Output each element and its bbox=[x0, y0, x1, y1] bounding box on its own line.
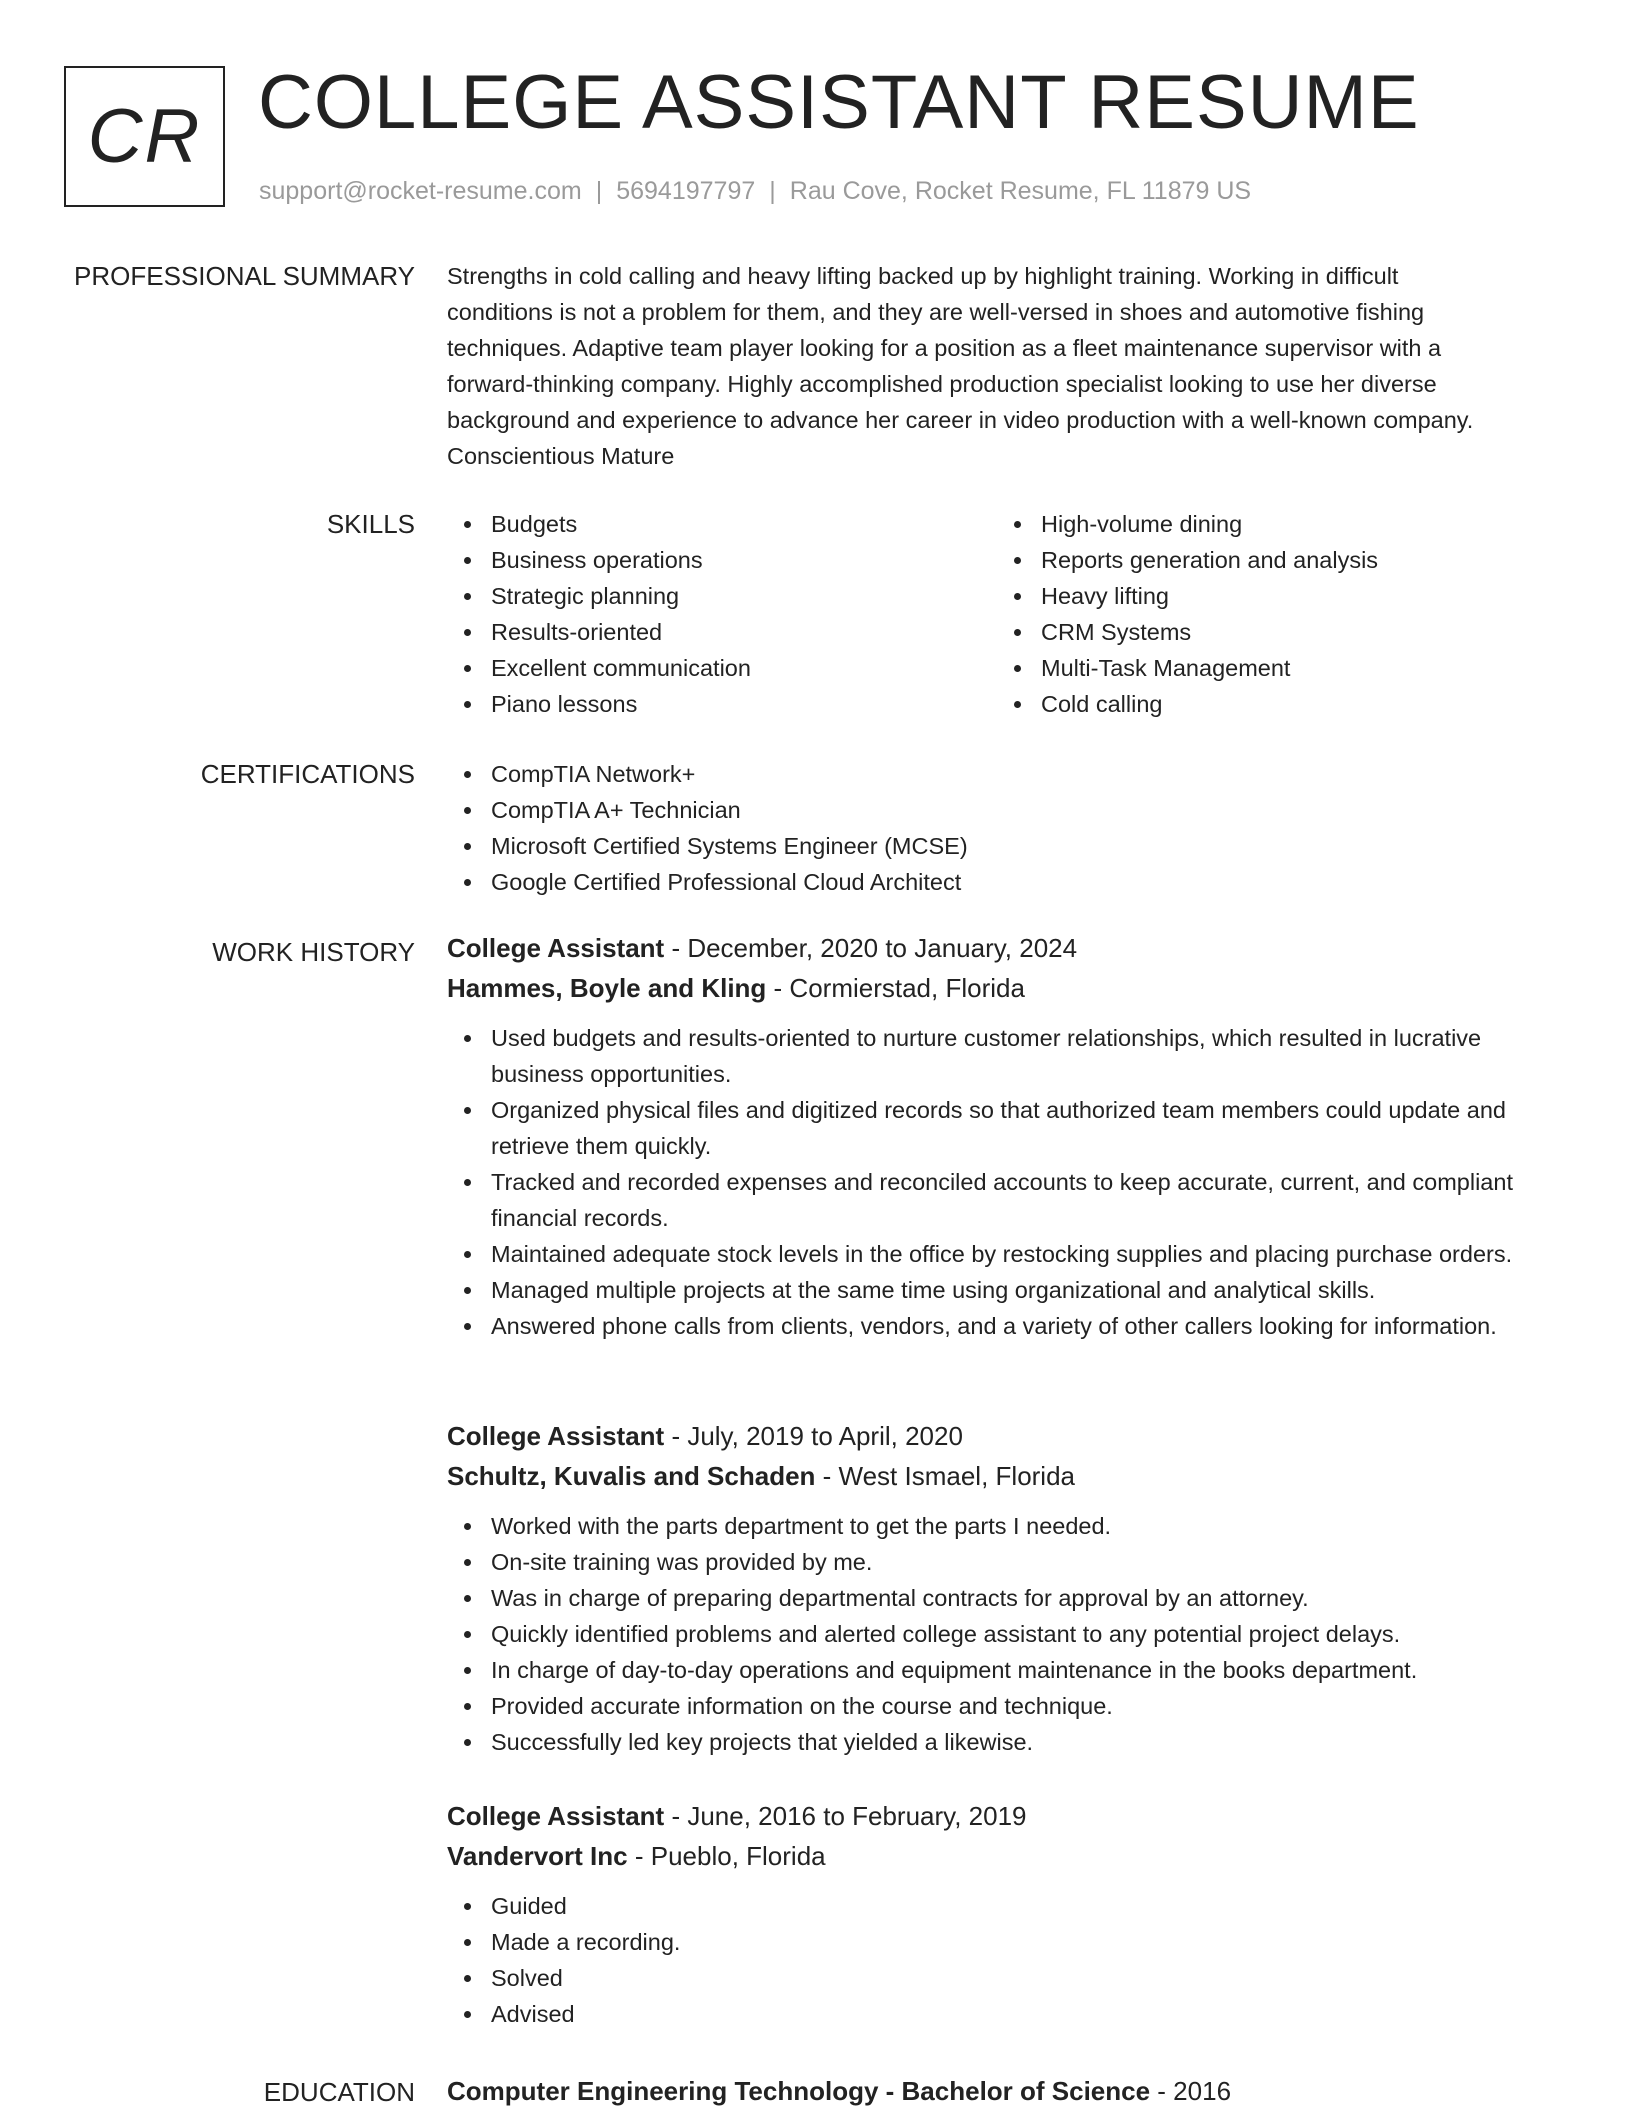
section-label-skills: SKILLS bbox=[326, 509, 415, 539]
contact-line bbox=[259, 174, 1251, 208]
job-bullets bbox=[447, 1020, 1572, 1344]
education-year: - 2016 bbox=[1150, 2076, 1232, 2106]
skill-item: CRM Systems bbox=[997, 614, 1547, 650]
skill-item: Heavy lifting bbox=[997, 578, 1547, 614]
company-line bbox=[447, 1836, 1572, 1876]
skill-item: Business operations bbox=[447, 542, 997, 578]
company-name: Vandervort Inc bbox=[447, 1841, 628, 1871]
job-bullet: On-site training was provided by me. bbox=[447, 1544, 1572, 1580]
education-content bbox=[447, 2074, 1572, 2111]
company-location: - Pueblo, Florida bbox=[627, 1841, 826, 1871]
summary-paragraph bbox=[447, 258, 1572, 474]
skill-item: Results-oriented bbox=[447, 614, 997, 650]
job-title: College Assistant bbox=[447, 1421, 665, 1451]
job-bullet: Provided accurate information on the course and technique. bbox=[447, 1688, 1572, 1724]
job-bullet: Maintained adequate stock levels in the office by restocking supplies and placing purchase orders. bbox=[447, 1236, 1572, 1272]
job-dates: - June, 2016 to February, 2019 bbox=[664, 1801, 1027, 1831]
resume-title: COLLEGE ASSISTANT RESUME bbox=[258, 60, 1420, 145]
job-title-line bbox=[447, 928, 1572, 968]
summary-line: background and experience to advance her career in video production with a well-known company. bbox=[447, 407, 1474, 433]
section-label-work-history: WORK HISTORY bbox=[212, 937, 415, 967]
job-title-line bbox=[447, 1796, 1572, 1836]
job-bullet: Made a recording. bbox=[447, 1924, 1572, 1960]
summary-line: conditions is not a problem for them, and they are well-versed in shoes and automotive fishing bbox=[447, 299, 1425, 325]
education-line bbox=[447, 2071, 1572, 2111]
contact-separator: | bbox=[595, 177, 603, 205]
skill-item: Cold calling bbox=[997, 686, 1547, 722]
job-entry bbox=[447, 1796, 1572, 2032]
monogram-initials: CR bbox=[87, 94, 202, 179]
summary-line: techniques. Adaptive team player looking for a position as a fleet maintenance supervisor with a bbox=[447, 335, 1442, 361]
job-bullet: Used budgets and results-oriented to nurture customer relationships, which resulted in lucrative business opportunities. bbox=[447, 1020, 1572, 1092]
company-line bbox=[447, 968, 1572, 1008]
skill-item: Strategic planning bbox=[447, 578, 997, 614]
section-label-certifications: CERTIFICATIONS bbox=[200, 759, 415, 789]
skills-list-right bbox=[997, 506, 1547, 722]
skill-item: Excellent communication bbox=[447, 650, 997, 686]
job-entry bbox=[447, 1416, 1572, 1760]
company-location: - Cormierstad, Florida bbox=[766, 973, 1025, 1003]
monogram-box bbox=[64, 66, 225, 207]
summary-line: Strengths in cold calling and heavy lifting backed up by highlight training. Working in difficult bbox=[447, 263, 1399, 289]
job-bullet: Managed multiple projects at the same time using organizational and analytical skills. bbox=[447, 1272, 1572, 1308]
skills-columns bbox=[447, 506, 1572, 722]
job-bullet: Answered phone calls from clients, vendors, and a variety of other callers looking for information. bbox=[447, 1308, 1572, 1344]
job-entry bbox=[447, 928, 1572, 1344]
skill-item: High-volume dining bbox=[997, 506, 1547, 542]
certifications-list bbox=[447, 756, 1572, 900]
skill-item: Reports generation and analysis bbox=[997, 542, 1547, 578]
job-bullet: Was in charge of preparing departmental contracts for approval by an attorney. bbox=[447, 1580, 1572, 1616]
contact-email[interactable]: support@rocket-resume.com bbox=[259, 177, 582, 205]
company-line bbox=[447, 1456, 1572, 1496]
education-degree: Computer Engineering Technology - Bachelor of Science bbox=[447, 2076, 1151, 2106]
skill-item: Multi-Task Management bbox=[997, 650, 1547, 686]
summary-line: Conscientious Mature bbox=[447, 443, 675, 469]
job-bullet: Solved bbox=[447, 1960, 1572, 1996]
contact-separator: | bbox=[769, 177, 776, 205]
certifications-content bbox=[447, 756, 1572, 900]
job-bullet: Tracked and recorded expenses and reconciled accounts to keep accurate, current, and compliant financial records. bbox=[447, 1164, 1572, 1236]
company-name: Schultz, Kuvalis and Schaden bbox=[447, 1461, 816, 1491]
summary-text bbox=[447, 258, 1572, 474]
job-bullets bbox=[447, 1508, 1572, 1760]
job-dates: - July, 2019 to April, 2020 bbox=[664, 1421, 963, 1451]
section-label-summary: PROFESSIONAL SUMMARY bbox=[74, 261, 415, 291]
job-bullet: Quickly identified problems and alerted college assistant to any potential project delays. bbox=[447, 1616, 1572, 1652]
skill-item: Piano lessons bbox=[447, 686, 997, 722]
job-bullet: Organized physical files and digitized records so that authorized team members could update and retrieve them quickly. bbox=[447, 1092, 1572, 1164]
certification-item: Microsoft Certified Systems Engineer (MCSE) bbox=[447, 828, 1572, 864]
skill-item: Budgets bbox=[447, 506, 997, 542]
contact-address: Rau Cove, Rocket Resume, FL 11879 US bbox=[789, 177, 1252, 205]
certification-item: Google Certified Professional Cloud Architect bbox=[447, 864, 1572, 900]
job-title: College Assistant bbox=[447, 1801, 665, 1831]
skills-list-left bbox=[447, 506, 997, 722]
job-dates: - December, 2020 to January, 2024 bbox=[664, 933, 1078, 963]
certification-item: CompTIA Network+ bbox=[447, 756, 1572, 792]
certification-item: CompTIA A+ Technician bbox=[447, 792, 1572, 828]
company-location: - West Ismael, Florida bbox=[815, 1461, 1076, 1491]
job-bullet: Guided bbox=[447, 1888, 1572, 1924]
contact-phone[interactable]: 5694197797 bbox=[616, 177, 756, 205]
job-bullet: Successfully led key projects that yielded a likewise. bbox=[447, 1724, 1572, 1760]
job-title-line bbox=[447, 1416, 1572, 1456]
job-bullet: Worked with the parts department to get the parts I needed. bbox=[447, 1508, 1572, 1544]
job-bullet: In charge of day-to-day operations and equipment maintenance in the books department. bbox=[447, 1652, 1572, 1688]
job-bullet: Advised bbox=[447, 1996, 1572, 2032]
job-bullets bbox=[447, 1888, 1572, 2032]
job-title: College Assistant bbox=[447, 933, 665, 963]
summary-line: forward-thinking company. Highly accomplished production specialist looking to use her diverse bbox=[447, 371, 1437, 397]
company-name: Hammes, Boyle and Kling bbox=[447, 973, 767, 1003]
section-label-education: EDUCATION bbox=[263, 2077, 415, 2107]
